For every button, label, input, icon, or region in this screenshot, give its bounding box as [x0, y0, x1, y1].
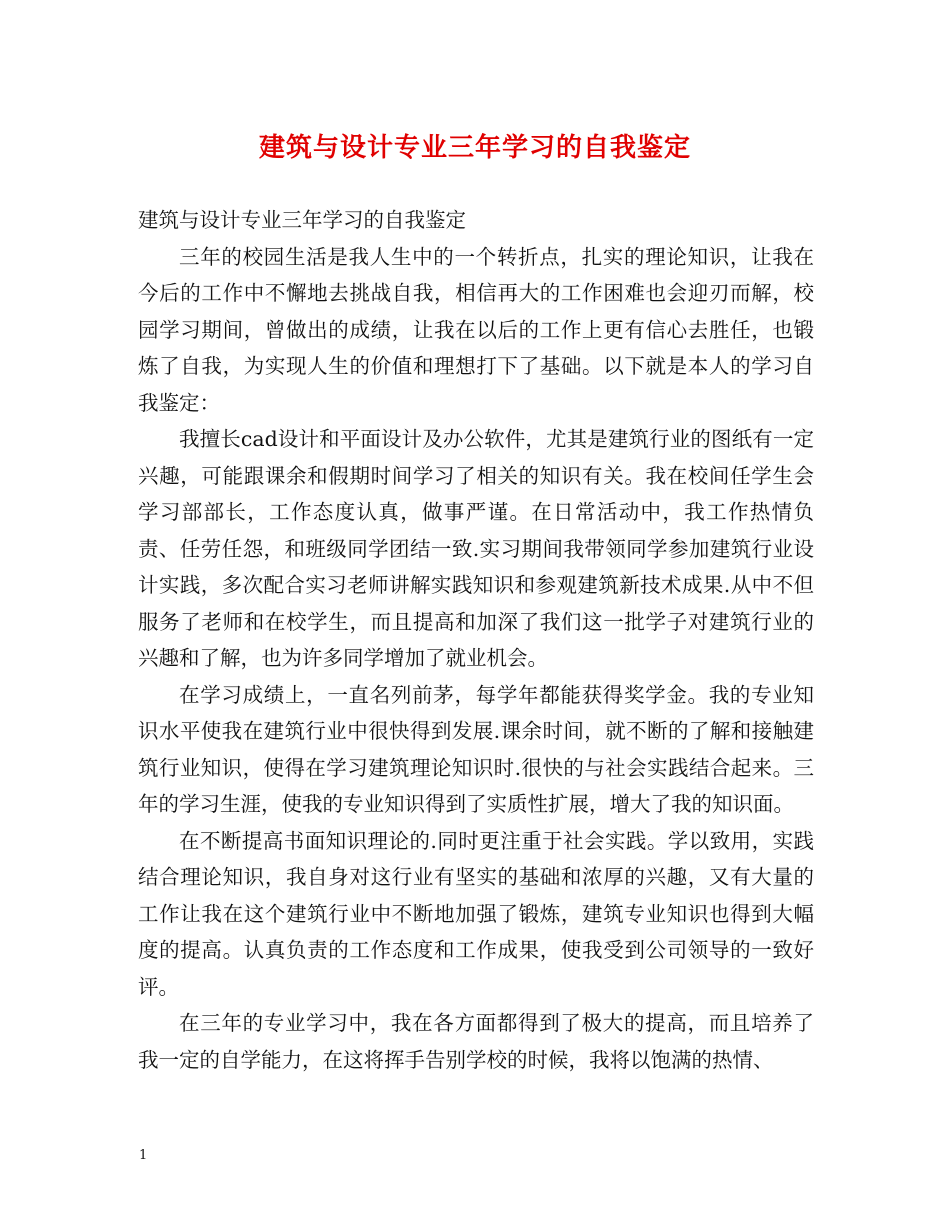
document-body: [138, 202, 814, 1078]
paragraph-3: 在学习成绩上，一直名列前茅，每学年都能获得奖学金。我的专业知识水平使我在建筑行业中很快得到发展.课余时间，就不断的了解和接触建筑行业知识，使得在学习建筑理论知识时.很快的与社会实践结合起来。三年的学习生涯，使我的专业知识得到了实质性扩展，增大了我的知识面。: [138, 682, 814, 816]
paragraph-4: 在不断提高书面知识理论的.同时更注重于社会实践。学以致用，实践结合理论知识，我自身对这行业有坚实的基础和浓厚的兴趣，又有大量的工作让我在这个建筑行业中不断地加强了锻炼，建筑专业知识也得到大幅度的提高。认真负责的工作态度和工作成果，使我受到公司领导的一致好评。: [138, 828, 814, 999]
page-number: 1: [139, 1148, 148, 1163]
paragraph-2: 我擅长cad设计和平面设计及办公软件，尤其是建筑行业的图纸有一定兴趣，可能跟课余和假期时间学习了相关的知识有关。我在校间任学生会学习部部长，工作态度认真，做事严谨。在日常活动中，我工作热情负责、任劳任怨，和班级同学团结一致.实习期间我带领同学参加建筑行业设计实践，多次配合实习老师讲解实践知识和参观建筑新技术成果.从中不但服务了老师和在校学生，而且提高和加深了我们这一批学子对建筑行业的兴趣和了解，也为许多同学增加了就业机会。: [138, 427, 814, 670]
document-title: 建筑与设计专业三年学习的自我鉴定: [258, 133, 691, 163]
document-subtitle: 建筑与设计专业三年学习的自我鉴定: [138, 208, 466, 232]
paragraph-5: 在三年的专业学习中，我在各方面都得到了极大的提高，而且培养了我一定的自学能力，在这将挥手告别学校的时候，我将以饱满的热情、: [138, 1011, 814, 1072]
paragraph-1: 三年的校园生活是我人生中的一个转折点，扎实的理论知识，让我在今后的工作中不懈地去挑战自我，相信再大的工作困难也会迎刃而解，校园学习期间，曾做出的成绩，让我在以后的工作上更有信心去胜任，也锻炼了自我，为实现人生的价值和理想打下了基础。以下就是本人的学习自我鉴定：: [138, 244, 814, 415]
